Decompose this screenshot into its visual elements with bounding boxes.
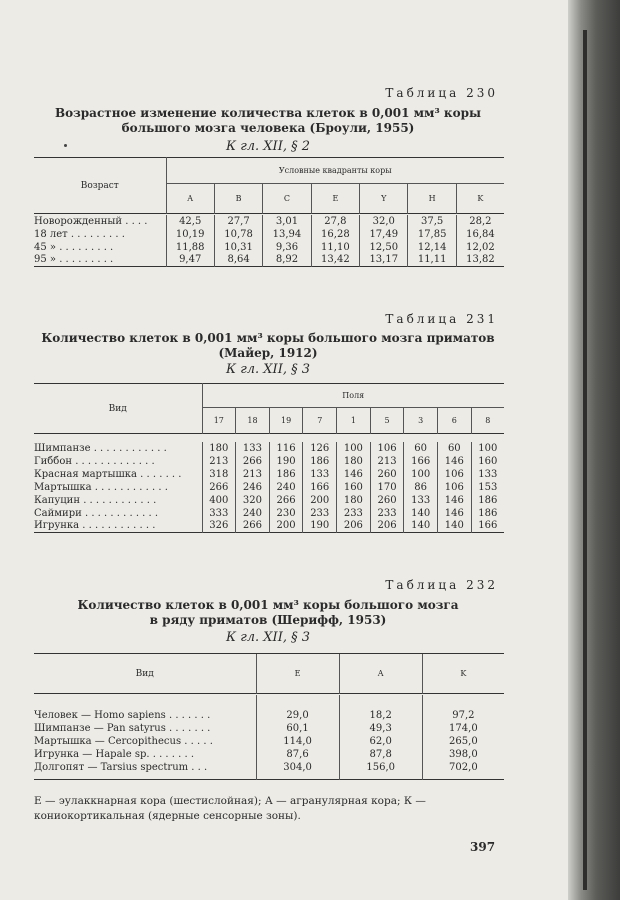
table231-col-header: 6 [437,408,471,434]
table-cell: 333 [202,507,236,520]
table-cell: 400 [202,494,236,507]
table-cell: 133 [471,468,504,481]
row-label: 18 лет . . . . . . . . . [34,228,125,240]
table-cell: 166 [404,455,438,468]
table-cell: 326 [202,520,236,533]
table-row [34,520,504,533]
table-cell: 32,0 [360,215,408,228]
table-cell: 8,92 [263,254,311,267]
table-cell: 28,2 [456,215,504,228]
table-cell: 133 [404,494,438,507]
table-cell: 3,01 [263,215,311,228]
table-cell: 100 [471,442,504,455]
table-cell: 60,1 [256,722,339,735]
table-cell: 206 [337,520,371,533]
table230-col-header: C [263,184,311,214]
table231-col-header: 3 [404,408,438,434]
table-cell: 116 [269,442,303,455]
table230-col-header: H [408,184,456,214]
table-cell: 13,17 [360,254,408,267]
table-row [34,748,504,761]
table-cell: 10,78 [214,228,262,241]
table-cell: 146 [437,455,471,468]
spine-edge [583,30,587,890]
table-row [34,455,504,468]
table-cell: 87,8 [339,748,422,761]
table231-col-header: 5 [370,408,404,434]
table230-col-header: B [214,184,262,214]
table-cell: 170 [370,481,404,494]
table-cell: 233 [337,507,371,520]
row-label: Саймири . . . . . . . . . . . . [34,507,159,519]
table-231 [34,383,504,534]
table-cell: 11,88 [166,241,214,254]
table-cell: 11,11 [408,254,456,267]
table-231-row-header: Вид [34,384,202,434]
table230-col-header: Y [360,184,408,214]
table-cell: 100 [337,442,371,455]
table-232-label: Таблица 232 [385,578,498,592]
table-232-row-header: Вид [34,654,256,694]
table-232-ref: К гл. XII, § 3 [226,630,310,645]
table-230-group-header: Условные квадранты коры [166,158,504,184]
table-230-label: Таблица 230 [385,86,498,100]
table-cell: 10,19 [166,228,214,241]
table-cell: 233 [370,507,404,520]
table-232-title-line2: в ряду приматов (Шерифф, 1953) [149,613,387,627]
table-cell: 190 [269,455,303,468]
row-label: 45 » . . . . . . . . . [34,241,114,253]
table-cell: 10,31 [214,241,262,254]
table-cell: 166 [303,481,337,494]
table-row [34,507,504,520]
table-cell: 200 [303,494,337,507]
table-cell: 60 [437,442,471,455]
table-232-title-line1: Количество клеток в 0,001 мм³ коры большого мозга [77,598,459,612]
table-cell: 114,0 [256,735,339,748]
table-cell: 153 [471,481,504,494]
table-cell: 37,5 [408,215,456,228]
table-row [34,494,504,507]
table-row [34,228,504,241]
table-row [34,254,504,267]
table-cell: 260 [370,468,404,481]
table-cell: 27,8 [311,215,359,228]
table-row [34,241,504,254]
table232-col-header: K [422,654,504,694]
table-cell: 126 [303,442,337,455]
table-cell: 87,6 [256,748,339,761]
table-cell: 186 [269,468,303,481]
table-cell: 62,0 [339,735,422,748]
table-cell: 17,49 [360,228,408,241]
table-cell: 16,28 [311,228,359,241]
row-label: 95 » . . . . . . . . . [34,254,114,266]
page-number: 397 [470,840,496,854]
table-cell: 97,2 [422,709,504,722]
table-230-title [34,106,502,136]
table-cell: 174,0 [422,722,504,735]
table-row [34,722,504,735]
table232-col-header: E [256,654,339,694]
table-cell: 266 [202,481,236,494]
table-230-row-header: Возраст [34,158,166,214]
table-cell: 200 [269,520,303,533]
table-cell: 186 [471,494,504,507]
table-cell: 12,50 [360,241,408,254]
table-row [34,468,504,481]
table-row [34,735,504,748]
row-label: Игрунка . . . . . . . . . . . . [34,520,156,532]
table231-col-header: 19 [269,408,303,434]
table-cell: 9,36 [263,241,311,254]
table-cell: 186 [303,455,337,468]
table-cell: 42,5 [166,215,214,228]
table-row [34,709,504,722]
row-label: Красная мартышка . . . . . . . [34,468,182,480]
table-231-title [34,331,502,361]
book-spine [568,0,620,900]
table-cell: 29,0 [256,709,339,722]
table-cell: 160 [337,481,371,494]
table-cell: 156,0 [339,761,422,774]
table-232-title [34,598,502,628]
table-cell: 106 [437,481,471,494]
table231-col-header: 18 [236,408,270,434]
table-cell: 18,2 [339,709,422,722]
table-cell: 60 [404,442,438,455]
table-cell: 266 [269,494,303,507]
table-cell: 180 [337,494,371,507]
table-cell: 240 [269,481,303,494]
table-cell: 180 [202,442,236,455]
table-231-title-line1: Количество клеток в 0,001 мм³ коры большого мозга приматов [41,331,495,345]
row-label: Человек — Homo sapiens . . . . . . . [34,709,211,721]
table-cell: 27,7 [214,215,262,228]
row-label: Мартышка — Cercopithecus . . . . . [34,735,213,747]
row-label: Мартышка . . . . . . . . . . . . [34,481,168,493]
table-cell: 100 [404,468,438,481]
table-cell: 86 [404,481,438,494]
table-cell: 11,10 [311,241,359,254]
table231-col-header: 17 [202,408,236,434]
table-cell: 49,3 [339,722,422,735]
row-label: Долгопят — Tarsius spectrum . . . [34,761,208,773]
table231-col-header: 8 [471,408,504,434]
table-230-title-line1: Возрастное изменение количества клеток в 0,001 мм³ коры [54,106,481,120]
table-cell: 206 [370,520,404,533]
table-row [34,761,504,774]
table-cell: 13,42 [311,254,359,267]
table-230-title-line2: большого мозга человека (Броули, 1955) [121,121,415,135]
table-cell: 246 [236,481,270,494]
table-232 [34,653,504,781]
table-cell: 13,94 [263,228,311,241]
table-cell: 304,0 [256,761,339,774]
table-cell: 133 [303,468,337,481]
table-cell: 146 [437,494,471,507]
table-cell: 398,0 [422,748,504,761]
table-cell: 190 [303,520,337,533]
table-cell: 318 [202,468,236,481]
table-row [34,442,504,455]
table-cell: 9,47 [166,254,214,267]
table-231-label: Таблица 231 [385,312,498,326]
row-label: Шимпанзе — Pan satyrus . . . . . . . [34,722,211,734]
table-cell: 133 [236,442,270,455]
table-cell: 17,85 [408,228,456,241]
table-cell: 213 [236,468,270,481]
table-cell: 13,82 [456,254,504,267]
table-row [34,481,504,494]
table-cell: 702,0 [422,761,504,774]
table-cell: 146 [437,507,471,520]
table230-col-header: A [166,184,214,214]
table-cell: 260 [370,494,404,507]
table-cell: 146 [337,468,371,481]
table-row [34,215,504,228]
table232-col-header: A [339,654,422,694]
table-cell: 233 [303,507,337,520]
table-cell: 16,84 [456,228,504,241]
row-label: Шимпанзе . . . . . . . . . . . . [34,442,167,454]
table-cell: 160 [471,455,504,468]
table-cell: 166 [471,520,504,533]
table-cell: 186 [471,507,504,520]
row-label: Новорожденный . . . . [34,215,148,227]
table-cell: 140 [404,520,438,533]
table-cell: 106 [370,442,404,455]
table-cell: 266 [236,520,270,533]
table-cell: 240 [236,507,270,520]
table-cell: 265,0 [422,735,504,748]
table230-col-header: K [456,184,504,214]
table-cell: 12,02 [456,241,504,254]
row-label: Капуцин . . . . . . . . . . . . [34,494,157,506]
table-230 [34,157,504,268]
table-cell: 180 [337,455,371,468]
row-label: Игрунка — Hapale sp. . . . . . . . [34,748,195,760]
table231-col-header: 1 [337,408,371,434]
table-cell: 140 [437,520,471,533]
table-cell: 213 [370,455,404,468]
table-231-title-line2: (Майер, 1912) [218,346,318,360]
table230-col-header: E [311,184,359,214]
table-cell: 266 [236,455,270,468]
table-cell: 8,64 [214,254,262,267]
table-231-group-header: Поля [202,384,504,408]
table-cell: 12,14 [408,241,456,254]
table-cell: 320 [236,494,270,507]
footnote: Е — эулаккнарная кора (шестислойная); А — агранулярная кора; К — кониокортикальная (ядерные сенсорные зоны). [34,795,426,822]
row-label: Гиббон . . . . . . . . . . . . . [34,455,155,467]
table-cell: 230 [269,507,303,520]
table-cell: 140 [404,507,438,520]
table-cell: 213 [202,455,236,468]
table-cell: 106 [437,468,471,481]
table-231-ref: К гл. XII, § 3 [226,362,310,377]
table231-col-header: 7 [303,408,337,434]
table-230-ref: К гл. XII, § 2 [226,139,310,154]
